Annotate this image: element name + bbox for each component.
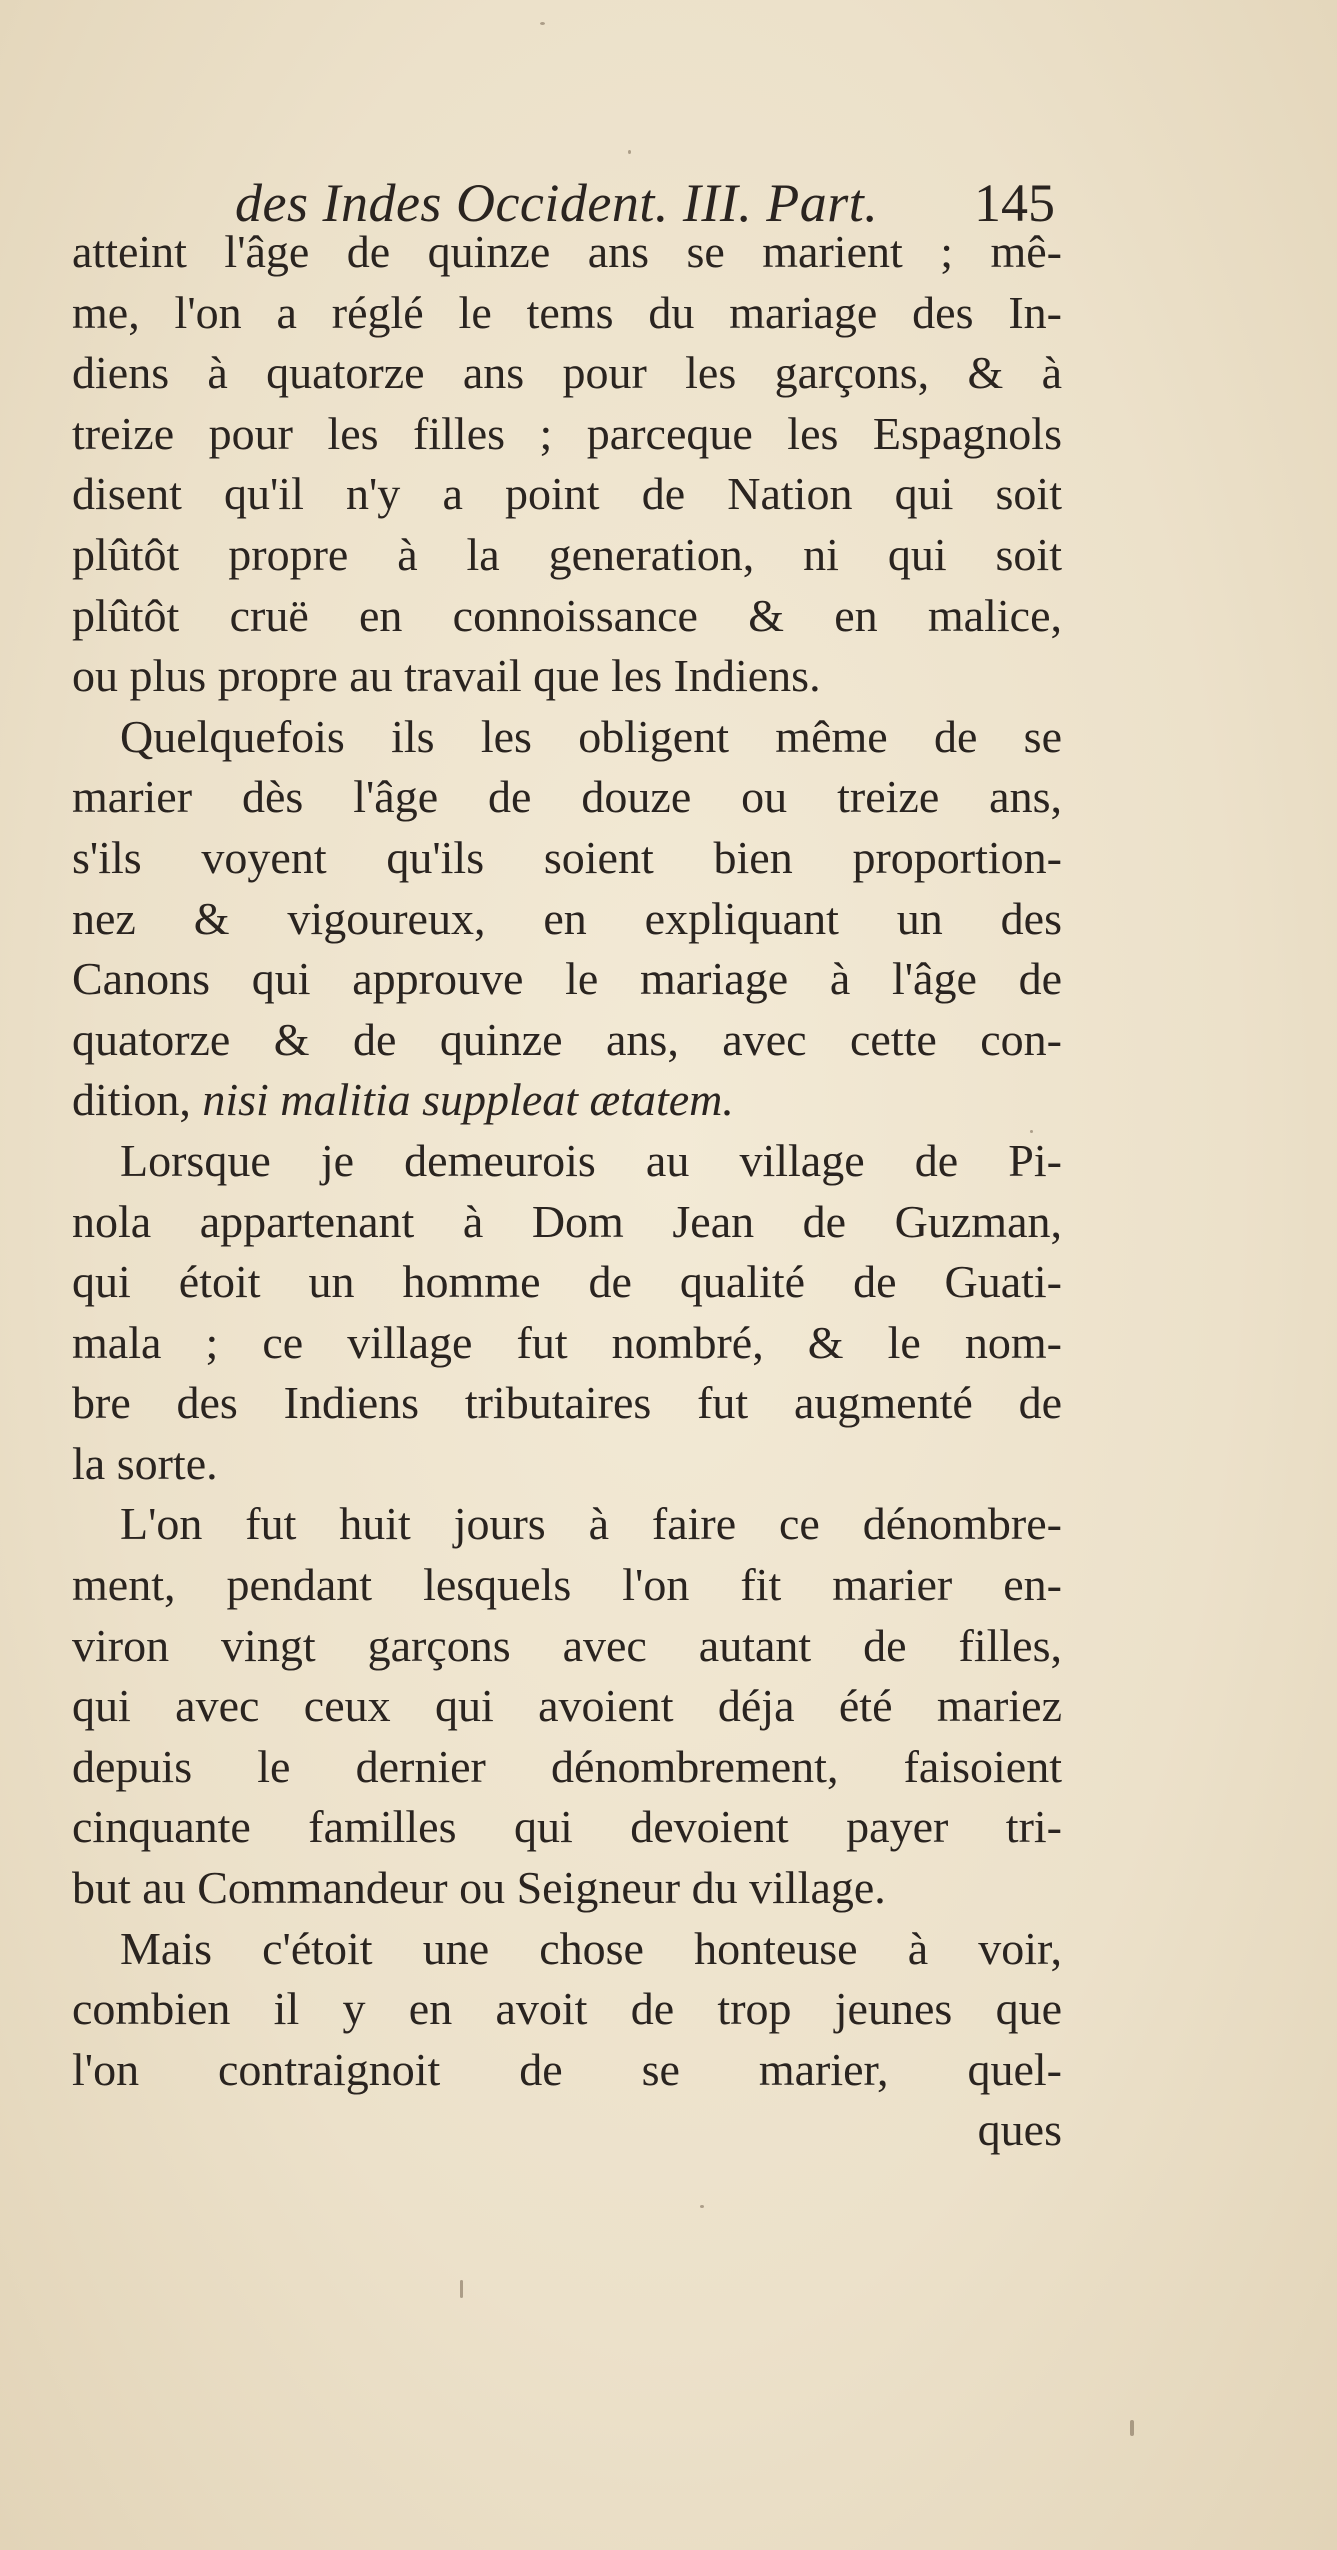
text-line: Canons qui approuve le mariage à l'âge de	[72, 953, 1062, 1005]
text-line: atteint l'âge de quinze ans se marient ; mê-	[72, 226, 1062, 277]
text-line: L'on fut huit jours à faire ce dénombre-	[120, 1498, 1062, 1550]
text-line: Mais c'étoit une chose honteuse à voir,	[120, 1922, 1062, 1974]
text-line: quatorze & de quinze ans, avec cette con-	[72, 1013, 1062, 1065]
text-line: nola appartenant à Dom Jean de Guzman,	[72, 1195, 1062, 1247]
text-line: combien il y en avoit de trop jeunes que	[72, 1983, 1062, 2035]
text-line: viron vingt garçons avec autant de filles,	[72, 1619, 1062, 1671]
text-line: qui avec ceux qui avoient déja été mariez	[72, 1680, 1062, 1732]
text-line: bre des Indiens tributaires fut augmenté de	[72, 1377, 1062, 1429]
text-line: s'ils voyent qu'ils soient bien proportion-	[72, 831, 1062, 883]
text-line: plûtôt cruë en connoissance & en malice,	[72, 589, 1062, 641]
text-line: me, l'on a réglé le tems du mariage des In-	[72, 286, 1062, 338]
text-line: marier dès l'âge de douze ou treize ans,	[72, 771, 1062, 823]
running-title: des Indes Occident. III. Part.	[235, 173, 879, 233]
text-segment: dition,	[72, 1074, 203, 1126]
text-line: cinquante familles qui devoient payer tri-	[72, 1801, 1062, 1853]
body-text	[72, 222, 1062, 2161]
text-line: treize pour les filles ; parceque les Espagnols	[72, 407, 1062, 459]
catchword: ques	[977, 2104, 1062, 2156]
page-number: 145	[974, 173, 1055, 233]
text-line: but au Commandeur ou Seigneur du village.	[72, 1862, 886, 1914]
text-line-with-latin	[72, 1070, 1062, 1131]
text-line: l'on contraignoit de se marier, quel-	[72, 2043, 1062, 2095]
latin-phrase: nisi malitia suppleat ætatem.	[202, 1074, 734, 1126]
text-line: plûtôt propre à la generation, ni qui soit	[72, 528, 1062, 580]
text-line: ou plus propre au travail que les Indiens.	[72, 650, 821, 702]
text-line: la sorte.	[72, 1437, 218, 1489]
text-line: ment, pendant lesquels l'on fit marier en-	[72, 1559, 1062, 1611]
text-line: qui étoit un homme de qualité de Guati-	[72, 1256, 1062, 1308]
text-line: diens à quatorze ans pour les garçons, & à	[72, 347, 1062, 399]
text-line: nez & vigoureux, en expliquant un des	[72, 892, 1062, 944]
text-line: Lorsque je demeurois au village de Pi-	[120, 1134, 1062, 1186]
text-line: mala ; ce village fut nombré, & le nom-	[72, 1316, 1062, 1368]
text-line: depuis le dernier dénombrement, faisoient	[72, 1740, 1062, 1792]
text-line: disent qu'il n'y a point de Nation qui soit	[72, 468, 1062, 520]
text-line: Quelquefois ils les obligent même de se	[120, 710, 1062, 762]
